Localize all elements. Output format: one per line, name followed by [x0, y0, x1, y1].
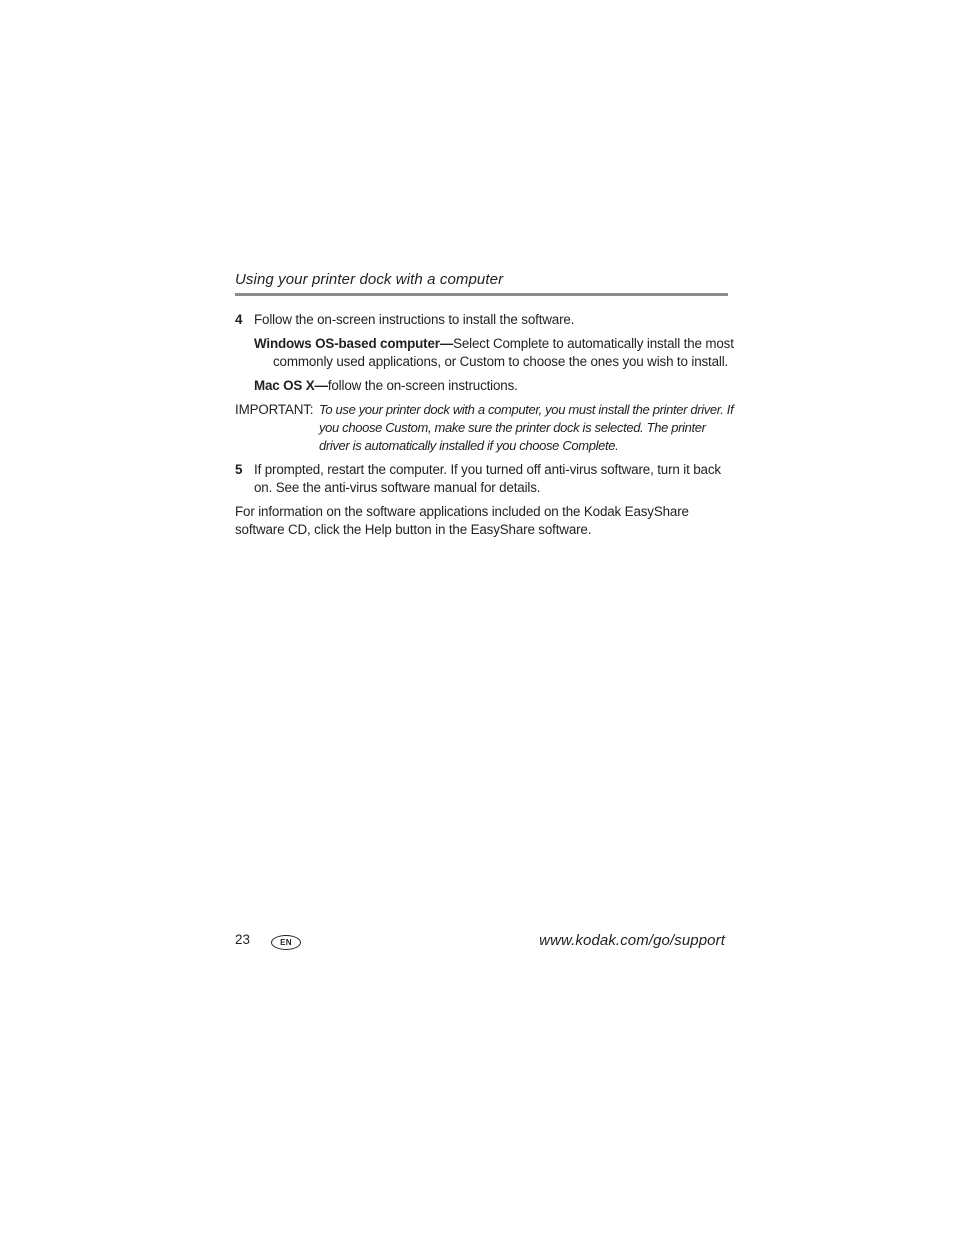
important-text: To use your printer dock with a computer, you must install the printer driver. If you choose Custom, make sure the printer dock is selected. The printer driver is automatically installed if you choose Complete.	[319, 402, 734, 453]
option-label: Mac OS X—	[254, 378, 328, 393]
step-4	[235, 311, 735, 329]
page-number: 23	[235, 932, 250, 947]
step-text: Follow the on-screen instructions to install the software.	[254, 312, 575, 327]
step-5	[235, 461, 735, 497]
step-text: If prompted, restart the computer. If you turned off anti-virus software, turn it back on. See the anti-virus software manual for details.	[254, 462, 721, 495]
page-footer	[235, 932, 725, 954]
header-divider	[235, 293, 728, 296]
important-label: IMPORTANT:	[235, 402, 314, 417]
option-text: Select Complete to automatically install the most commonly used applications, or Custom to choose the ones you wish to install.	[273, 336, 734, 369]
section-title: Using your printer dock with a computer	[235, 271, 504, 288]
step-number: 5	[235, 462, 243, 477]
option-text: follow the on-screen instructions.	[327, 378, 518, 393]
info-paragraph: For information on the software applications included on the Kodak EasyShare software CD, click the Help button in the EasyShare software.	[235, 504, 689, 537]
option-mac	[235, 377, 735, 395]
support-url: www.kodak.com/go/support	[539, 932, 725, 949]
important-note	[235, 401, 735, 455]
step-number: 4	[235, 312, 243, 327]
page-header	[235, 270, 728, 290]
option-label: Windows OS-based computer—	[254, 336, 454, 351]
option-windows	[235, 335, 735, 371]
main-content	[235, 311, 735, 539]
language-badge-icon: EN	[271, 935, 301, 950]
